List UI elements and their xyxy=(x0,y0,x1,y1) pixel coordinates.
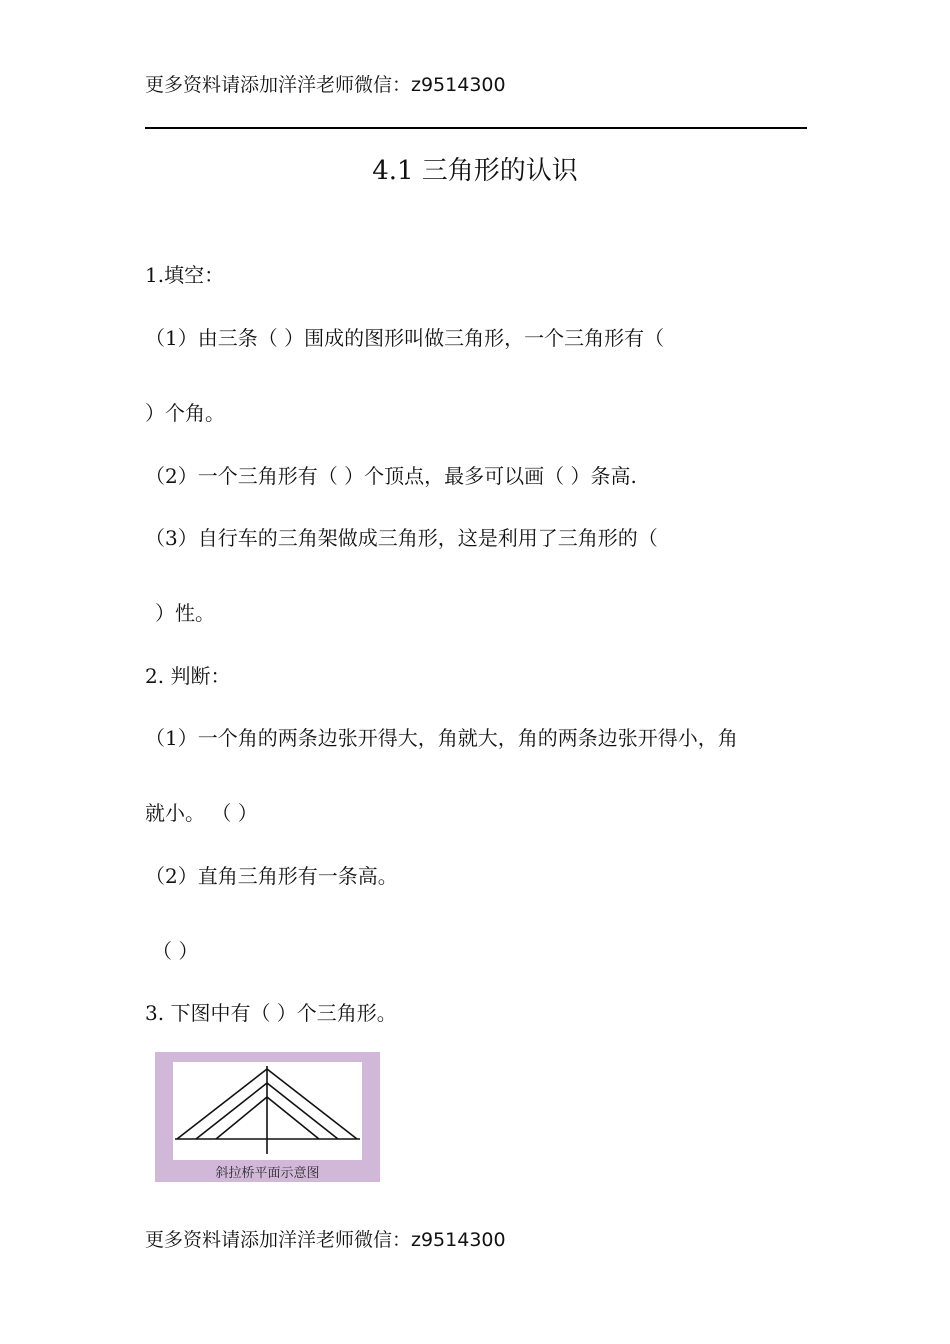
q1-item2: （2）一个三角形有（ ）个顶点，最多可以画（ ）条高. xyxy=(145,464,637,488)
q2-item2-line2: （ ） xyxy=(152,939,199,963)
page-title: 4.1 三角形的认识 xyxy=(372,156,578,186)
q1-heading: 1.填空： xyxy=(145,263,225,287)
q1-item1-line2: ）个角。 xyxy=(145,401,225,425)
header-text: 更多资料请添加洋洋老师微信：z9514300 xyxy=(145,74,506,96)
q1-item1-line1: （1）由三条（ ）围成的图形叫做三角形，一个三角形有（ xyxy=(145,326,665,350)
q2-item2-line1: （2）直角三角形有一条高。 xyxy=(145,864,398,888)
q3-heading: 3. 下图中有（ ）个三角形。 xyxy=(145,1001,397,1025)
header-divider xyxy=(145,127,807,129)
q1-item3-line2: ）性。 xyxy=(155,601,215,625)
footer-text: 更多资料请添加洋洋老师微信：z9514300 xyxy=(145,1229,506,1251)
q1-item3-line1: （3）自行车的三角架做成三角形，这是利用了三角形的（ xyxy=(145,526,658,550)
q2-item1-line2: 就小。 （ ） xyxy=(145,801,258,825)
q2-item1-line1: （1）一个角的两条边张开得大，角就大，角的两条边张开得小，角 xyxy=(145,726,738,750)
figure-caption: 斜拉桥平面示意图 xyxy=(215,1166,320,1181)
q2-heading: 2. 判断： xyxy=(145,664,231,688)
